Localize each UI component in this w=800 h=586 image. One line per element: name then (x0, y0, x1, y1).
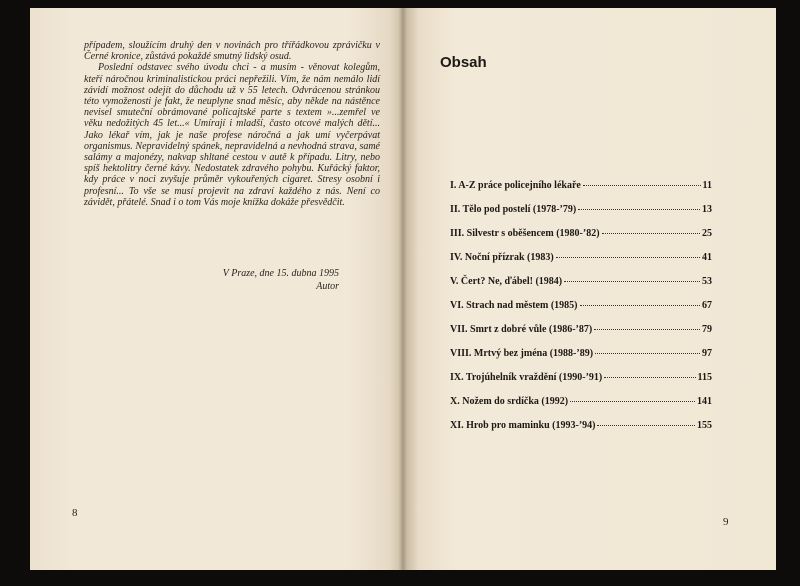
book-gutter (398, 8, 408, 570)
toc-entry-label: II. Tělo pod postelí (1978-’79) (450, 204, 577, 215)
toc-entry (450, 276, 712, 300)
toc-entry-page: 79 (702, 324, 712, 335)
toc-leader-dots (580, 305, 701, 306)
toc-entry-label: XI. Hrob pro maminku (1993-’94) (450, 420, 596, 431)
paragraph-closing: Poslední odstavec svého úvodu chci - a musím - věnovat kolegům, kteří náročnou kriminalistickou práci nepřežili. Vím, že nám nemálo lidí závidí možnost odejít do důchodu už v 55 letech. Odvrácenou stránkou této vymoženosti je fakt, že neuplyne snad měsíc, aby někde na nástěnce nevisel smuteční obrámované policajtské parte s textem »...zemřel ve věku nedožitých 45 let...« Umírají i mladší, často otcové malých dětí... Jako lékař vím, jak je naše profese náročná a jak umí vyčerpávat organismus. Nepravidelný spánek, nepravidelná a nevhodná strava, samé salámy a majonézy, nakvap shltané cestou v autě k případu. Litry, nebo spíš hektolitry černé kávy. Nedostatek zdravého pohybu. Kuřácký faktor, kdy práce v noci zvyšuje průměr vykouřených cigaret. Stresy osobní i profesní... To vše se musí projevit na zdraví každého z nás. Není co závidět, přátelé. Snad i o tom Vás moje knížka dokáže přesvědčit. (84, 62, 380, 208)
body-text (84, 40, 380, 208)
toc-leader-dots (556, 257, 700, 258)
toc-leader-dots (602, 233, 700, 234)
toc-entry-page: 13 (702, 204, 712, 215)
toc-leader-dots (595, 353, 700, 354)
toc-leader-dots (597, 425, 695, 426)
toc-entry-label: VI. Strach nad městem (1985) (450, 300, 578, 311)
place-date: V Praze, dne 15. dubna 1995 (222, 268, 339, 279)
toc-entry-page: 53 (702, 276, 712, 287)
toc-entry (450, 228, 712, 252)
toc-entry (450, 396, 712, 420)
toc-leader-dots (594, 329, 700, 330)
toc-entry (450, 372, 712, 396)
toc-entry (450, 300, 712, 324)
toc-leader-dots (604, 377, 695, 378)
toc-entry-page: 67 (702, 300, 712, 311)
toc-entry-page: 41 (702, 252, 712, 263)
toc-entry-page: 25 (702, 228, 712, 239)
toc-entry-page: 155 (697, 420, 712, 431)
toc-title: Obsah (440, 54, 487, 71)
toc-entry-label: I. A-Z práce policejního lékaře (450, 180, 581, 191)
toc-entry-label: V. Čert? Ne, ďábel! (1984) (450, 276, 563, 287)
toc-entry (450, 348, 712, 372)
page-number-right: 9 (723, 516, 729, 528)
toc-entry-label: VIII. Mrtvý bez jména (1988-’89) (450, 348, 594, 359)
paragraph-continued: případem, sloužícím druhý den v novinách pro třířádkovou zprávičku v Černé kronice, zůstává pokaždé smutný lidský osud. (84, 40, 380, 63)
toc-entry-label: IV. Noční přízrak (1983) (450, 252, 554, 263)
toc-entry-page: 141 (697, 396, 712, 407)
toc-entry-label: VII. Smrt z dobré vůle (1986-’87) (450, 324, 593, 335)
toc-entry-label: III. Silvestr s oběšencem (1980-’82) (450, 228, 600, 239)
toc-entry (450, 252, 712, 276)
toc-entry-page: 11 (702, 180, 712, 191)
toc-entry-label: IX. Trojúhelník vraždění (1990-’91) (450, 372, 603, 383)
toc-entry (450, 420, 712, 444)
toc-entry (450, 180, 712, 204)
author-signature: Autor (316, 281, 339, 292)
toc-entry-page: 115 (697, 372, 712, 383)
toc-entry-label: X. Nožem do srdíčka (1992) (450, 396, 569, 407)
toc-leader-dots (578, 209, 700, 210)
toc-leader-dots (564, 281, 700, 282)
toc-leader-dots (583, 185, 701, 186)
page-number-left: 8 (72, 507, 78, 519)
table-of-contents (450, 180, 712, 444)
toc-entry-page: 97 (702, 348, 712, 359)
toc-entry (450, 324, 712, 348)
toc-leader-dots (570, 401, 695, 402)
toc-entry (450, 204, 712, 228)
